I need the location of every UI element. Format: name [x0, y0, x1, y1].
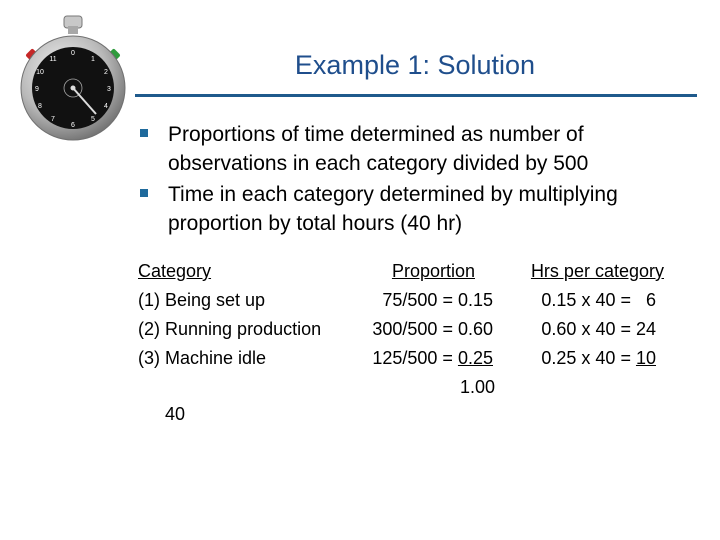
- total-proportion: 1.00: [460, 377, 496, 397]
- svg-text:8: 8: [38, 103, 42, 110]
- row-category: (1) Being set up: [138, 290, 266, 310]
- svg-text:11: 11: [49, 56, 57, 63]
- svg-text:3: 3: [107, 86, 111, 93]
- row-category: (3) Machine idle: [138, 348, 267, 368]
- table-row: [138, 290, 698, 314]
- row-category: (2) Running production: [138, 319, 322, 339]
- row-proportion: 75/500 = 0.15: [382, 290, 493, 310]
- stopwatch-icon: [18, 14, 130, 142]
- svg-text:10: 10: [36, 69, 44, 76]
- row-hours: 0.25 x 40 = 10: [541, 348, 656, 368]
- header-category: Category: [138, 261, 212, 281]
- bullet-item: [140, 180, 700, 238]
- svg-text:0: 0: [71, 50, 75, 57]
- header-hrs-per-category: Hrs per category: [530, 261, 664, 281]
- svg-text:5: 5: [91, 116, 95, 123]
- row-hours: 0.60 x 40 = 24: [541, 319, 656, 339]
- bullet-text: Proportions of time determined as number of observations in each category divided by 500: [168, 123, 589, 175]
- svg-text:7: 7: [51, 116, 55, 123]
- square-bullet-icon: [140, 189, 148, 197]
- total-hours: 40: [165, 404, 186, 424]
- row-proportion: 300/500 = 0.60: [372, 319, 493, 339]
- svg-text:1: 1: [91, 56, 95, 63]
- svg-text:9: 9: [35, 86, 39, 93]
- bullet-item: [140, 120, 700, 178]
- square-bullet-icon: [140, 129, 148, 137]
- row-hours: 0.15 x 40 = 6: [541, 290, 656, 310]
- row-proportion: 125/500 = 0.25: [372, 348, 493, 368]
- title-divider: [135, 94, 697, 97]
- svg-text:2: 2: [104, 69, 108, 76]
- svg-text:6: 6: [71, 122, 75, 129]
- bullet-text: Time in each category determined by multiplying proportion by total hours (40 hr): [168, 183, 618, 235]
- slide-title: Example 1: Solution: [294, 50, 536, 80]
- svg-text:4: 4: [104, 103, 108, 110]
- bullet-list: [140, 120, 700, 240]
- table-row: [138, 319, 698, 343]
- header-proportion: Proportion: [391, 261, 475, 281]
- table-row: [138, 348, 698, 372]
- table-header-row: [138, 261, 698, 285]
